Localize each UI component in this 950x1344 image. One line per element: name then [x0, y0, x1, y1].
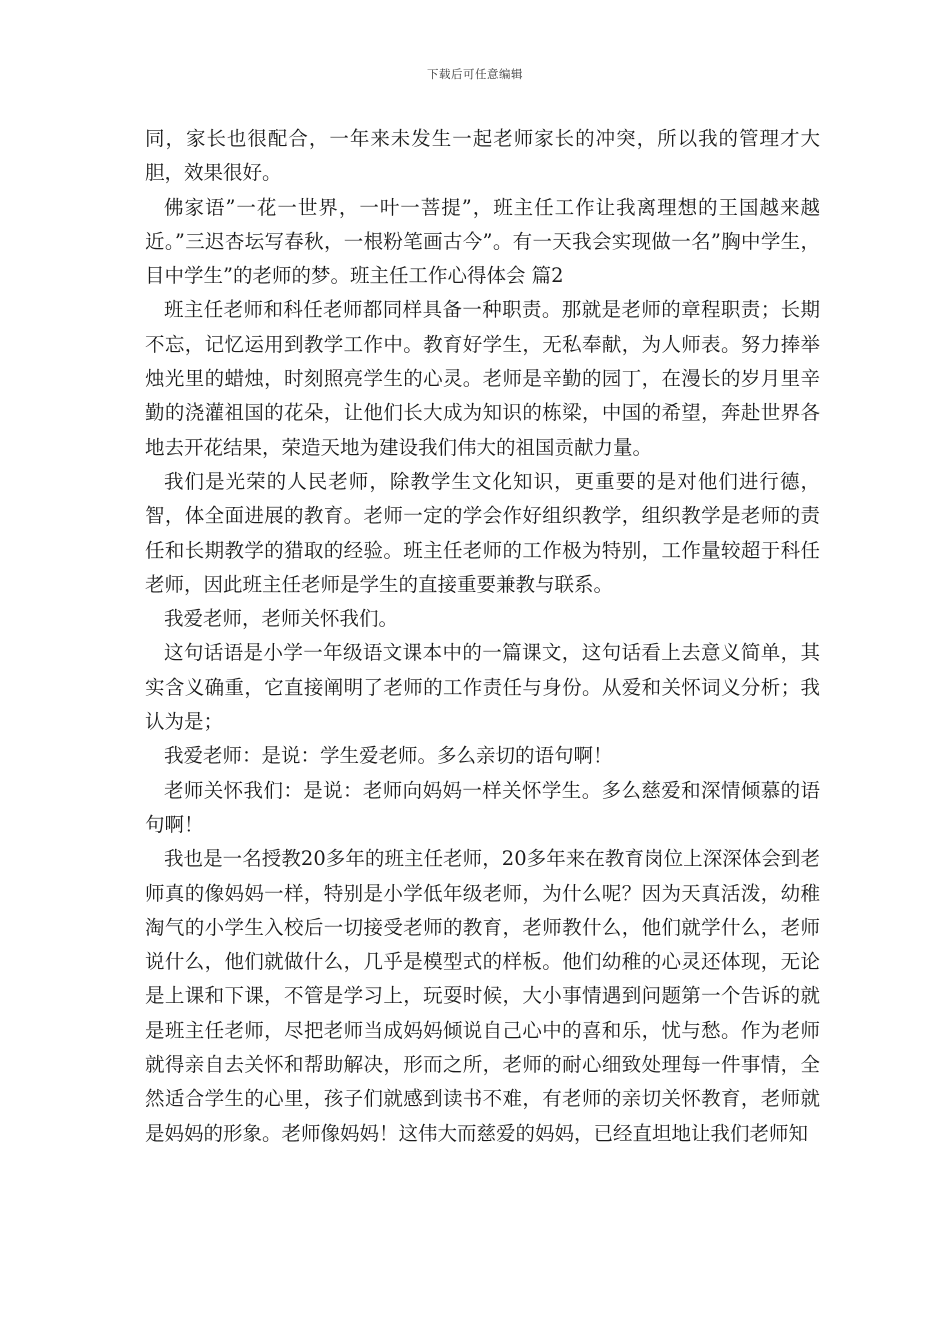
paragraph-2: 佛家语”一花一世界，一叶一菩提”，班主任工作让我离理想的王国越来越近。”三迟杏坛写春秋，一根粉笔画古今”。有一天我会实现做一名”胸中学生，目中学生”的老师的梦。班主任工作心得体会 篇2	[145, 195, 820, 288]
paragraph-6: 这句话语是小学一年级语文课本中的一篇课文，这句话看上去意义简单，其实含义确重，它直接阐明了老师的工作责任与身份。从爱和关怀词义分析；我认为是；	[145, 641, 820, 734]
paragraph-9: 我也是一名授教20多年的班主任老师，20多年来在教育岗位上深深体会到老师真的像妈妈一样，特别是小学低年级老师，为什么呢？因为天真活泼，幼稚淘气的小学生入校后一切接受老师的教育，老师教什么，他们就学什么，老师说什么，他们就做什么，几乎是模型式的样板。他们幼稚的心灵还体现，无论是上课和下课，不管是学习上，玩耍时候，大小事情遇到问题第一个告诉的就是班主任老师，尽把老师当成妈妈倾说自己心中的喜和乐，忧与愁。作为老师就得亲自去关怀和帮助解决，形而之所，老师的耐心细致处理每一件事情，全然适合学生的心里，孩子们就感到读书不难，有老师的亲切关怀教育，老师就是妈妈的形象。老师像妈妈！这伟大而慈爱的妈妈，已经直坦地让我们老师知	[145, 847, 820, 1145]
document-body	[145, 122, 820, 1151]
page-header-note: 下载后可任意编辑	[427, 67, 523, 81]
paragraph-8: 老师关怀我们：是说：老师向妈妈一样关怀学生。多么慈爱和深情倾慕的语句啊！	[145, 778, 820, 836]
paragraph-4: 我们是光荣的人民老师，除教学生文化知识，更重要的是对他们进行德，智，体全面进展的教育。老师一定的学会作好组织教学，组织教学是老师的责任和长期教学的猎取的经验。班主任老师的工作极为特别，工作量较超于科任老师，因此班主任老师是学生的直接重要兼教与联系。	[145, 469, 820, 596]
paragraph-7: 我爱老师：是说：学生爱老师。多么亲切的语句啊！	[164, 744, 613, 768]
paragraph-1: 同，家长也很配合，一年来未发生一起老师家长的冲突，所以我的管理才大胆，效果很好。	[145, 127, 820, 185]
paragraph-3: 班主任老师和科任老师都同样具备一种职责。那就是老师的章程职责；长期不忘，记忆运用到教学工作中。教育好学生，无私奉献，为人师表。努力捧举烛光里的蜡烛，时刻照亮学生的心灵。老师是辛勤的园丁，在漫长的岁月里辛勤的浇灌祖国的花朵，让他们长大成为知识的栋梁，中国的希望，奔赴世界各地去开花结果，荣造天地为建设我们伟大的祖国贡献力量。	[145, 298, 820, 459]
paragraph-5: 我爱老师，老师关怀我们。	[164, 607, 399, 631]
